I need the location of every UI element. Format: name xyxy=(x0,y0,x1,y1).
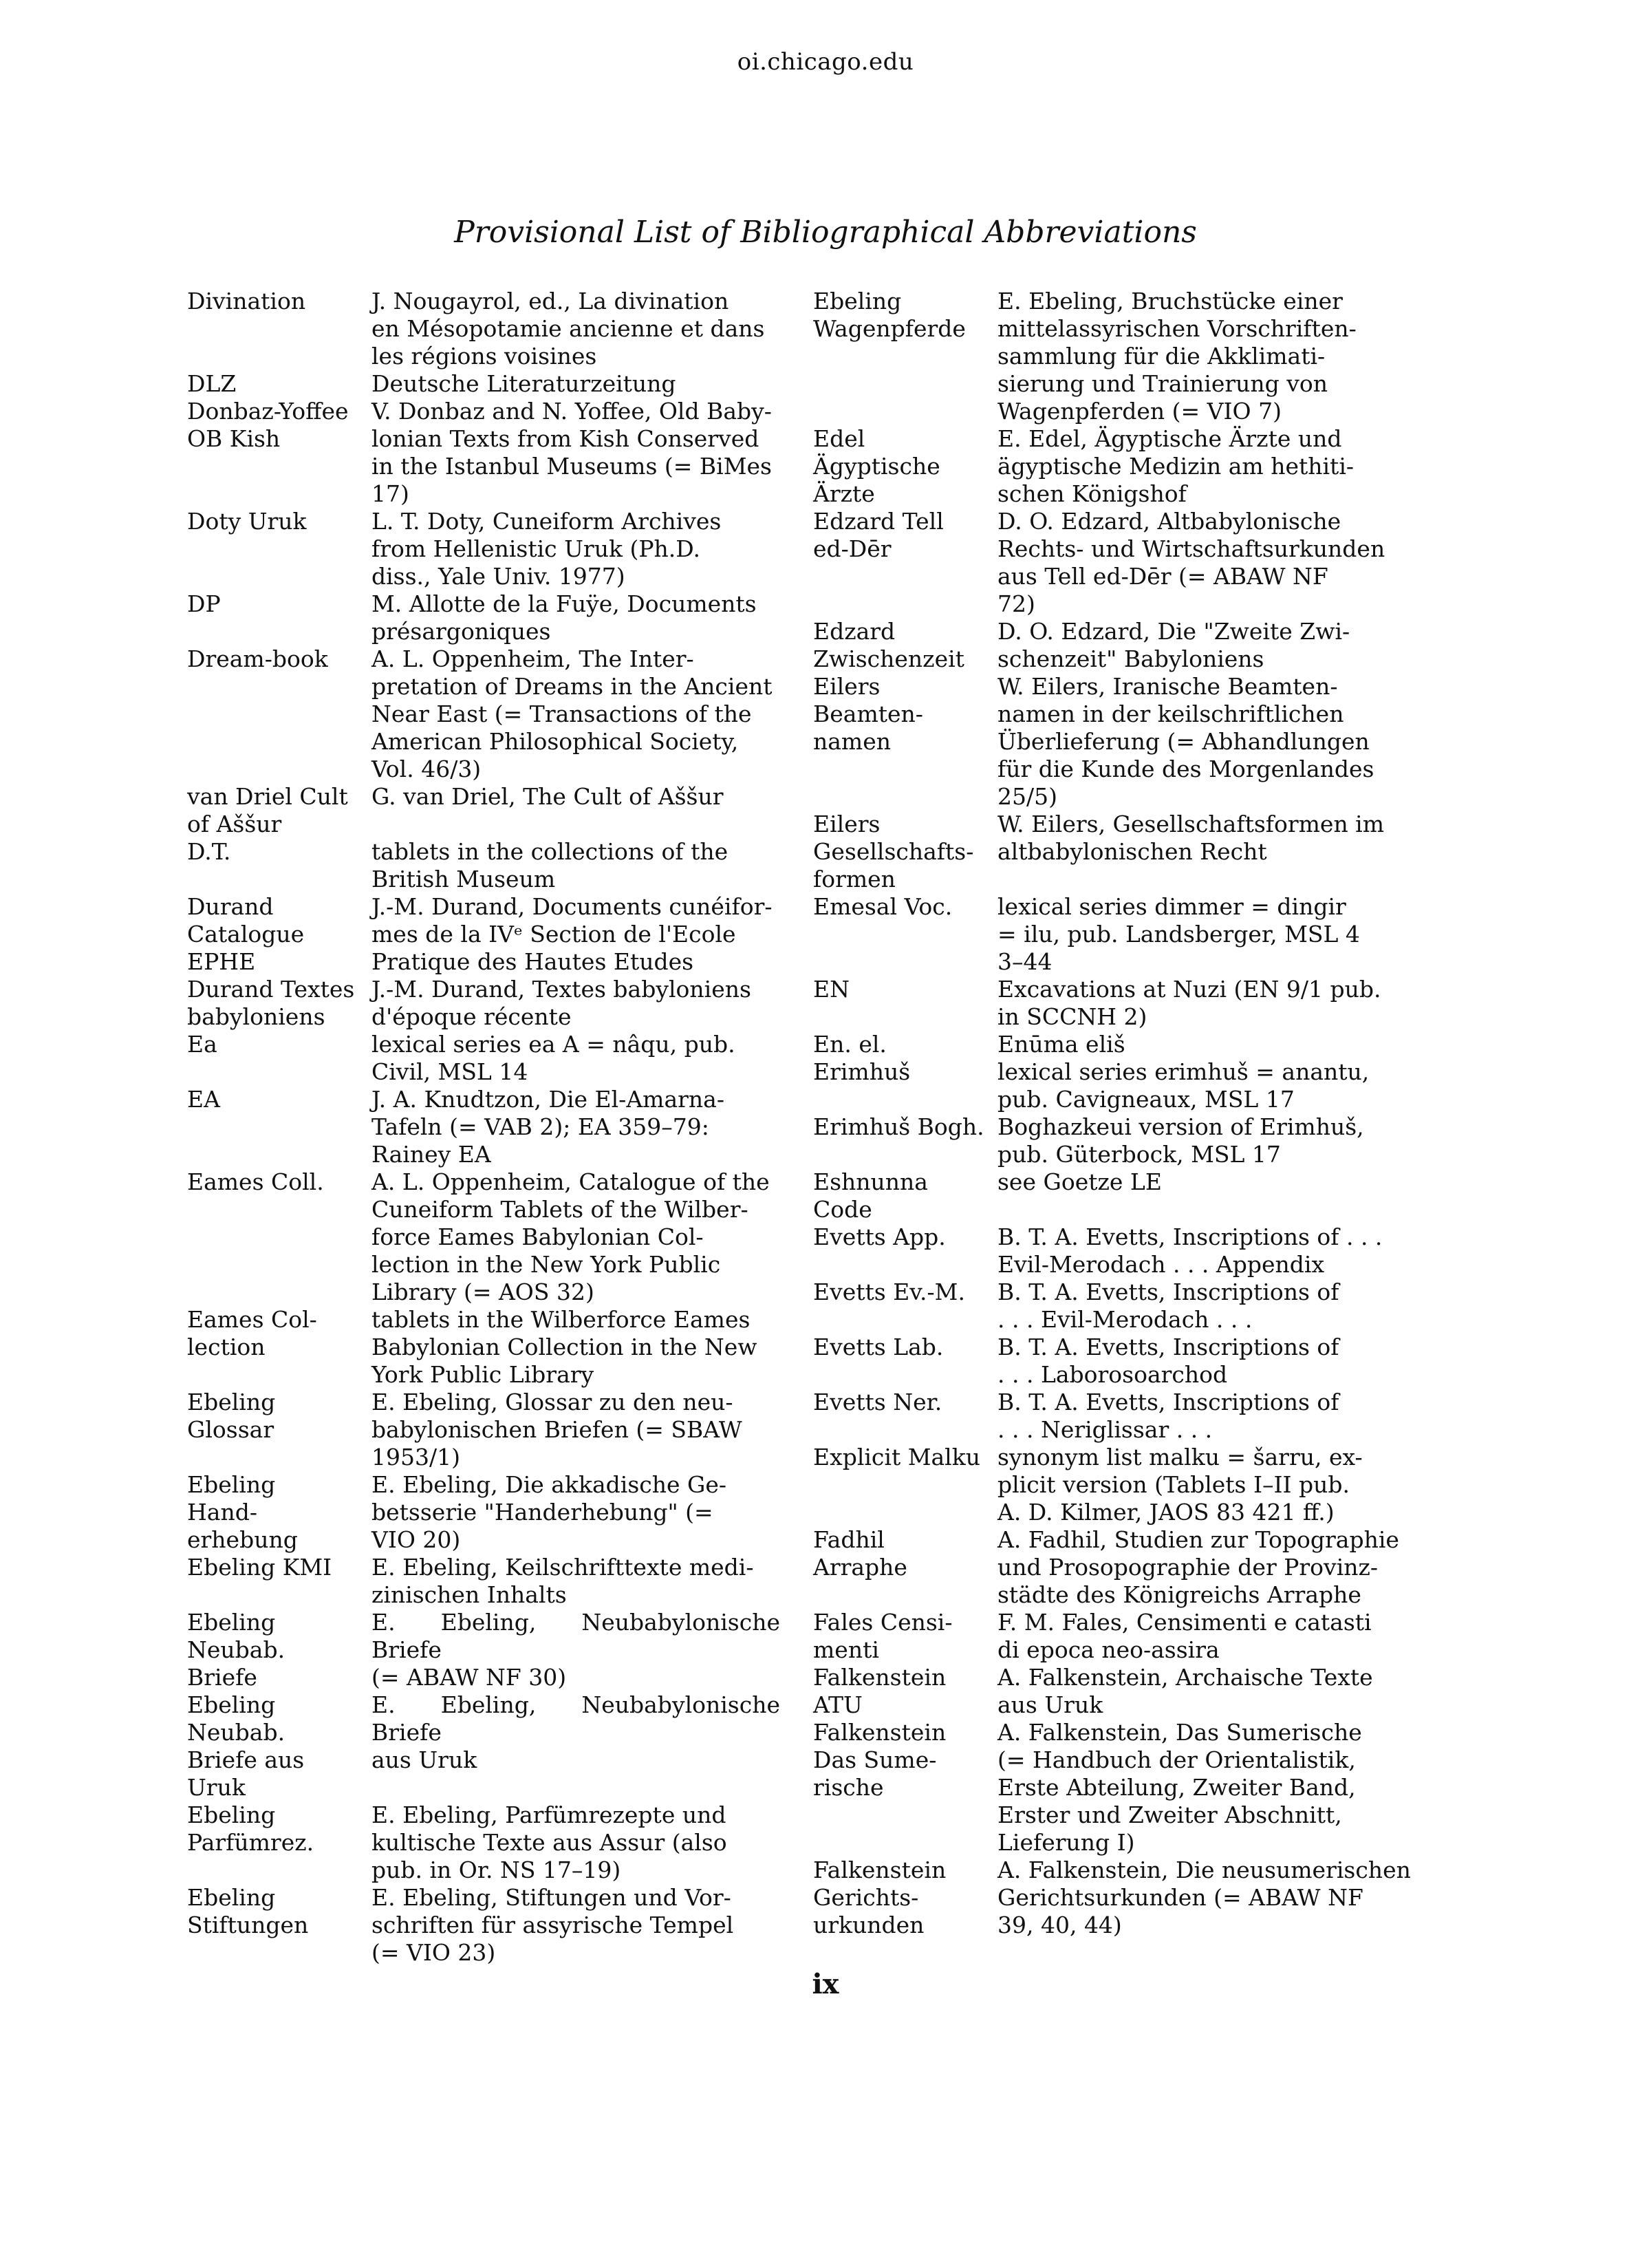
abbreviation-term: Emesal Voc. xyxy=(813,893,953,920)
abbreviation-entry xyxy=(813,893,1413,976)
abbreviation-term: Durand Catalogue EPHE xyxy=(187,893,305,975)
abbreviation-definition: A. Fadhil, Studien zur Topographie und Prosopographie der Provinz- städte des Königreichs Arraphe xyxy=(997,1526,1399,1608)
abbreviation-term: Doty Uruk xyxy=(187,508,307,535)
abbreviation-definition: lexical series dimmer = dingir = ilu, pub. Landsberger, MSL 4 3–44 xyxy=(997,893,1360,975)
abbreviation-definition: Enūma eliš xyxy=(997,1031,1125,1058)
abbreviation-entry xyxy=(187,1801,780,1884)
abbreviation-entry xyxy=(813,1279,1413,1334)
abbreviation-term: Erimhuš Bogh. xyxy=(813,1113,984,1140)
abbreviation-entry xyxy=(813,976,1413,1031)
abbreviation-term: Eames Coll. xyxy=(187,1168,324,1195)
abbreviation-entry xyxy=(813,811,1413,893)
abbreviation-entry xyxy=(813,1444,1413,1526)
abbreviation-term: DP xyxy=(187,590,221,617)
abbreviation-definition: F. M. Fales, Censimenti e catasti di epoca neo-assira xyxy=(997,1609,1372,1663)
abbreviation-term: Ebeling Neubab. Briefe aus Uruk xyxy=(187,1691,305,1801)
abbreviation-term: EA xyxy=(187,1086,220,1113)
abbreviation-entry xyxy=(187,1609,780,1691)
abbreviation-entry xyxy=(187,288,780,370)
abbreviation-entry xyxy=(187,838,780,893)
abbreviation-term: Edzard Zwischenzeit xyxy=(813,618,964,672)
abbreviation-term: Fadhil Arraphe xyxy=(813,1526,907,1581)
abbreviation-definition: Boghazkeui version of Erimhuš, pub. Güterbock, MSL 17 xyxy=(997,1113,1364,1168)
abbreviation-definition: B. T. A. Evetts, Inscriptions of . . . Evil-Merodach . . . xyxy=(997,1279,1339,1333)
abbreviation-entry xyxy=(813,1664,1413,1719)
abbreviation-entry xyxy=(813,425,1413,508)
page-title: Provisional List of Bibliographical Abbreviations xyxy=(454,215,1197,250)
abbreviation-definition: G. van Driel, The Cult of Aššur xyxy=(371,783,724,810)
abbreviation-definition: E. Ebeling, Die akkadische Ge- betsserie "Handerhebung" (= VIO 20) xyxy=(371,1471,727,1553)
abbreviation-definition: see Goetze LE xyxy=(997,1168,1162,1195)
abbreviation-entry xyxy=(187,1389,780,1471)
abbreviation-entry xyxy=(813,618,1413,673)
abbreviation-entry xyxy=(187,1884,780,1967)
abbreviation-definition: E. Ebeling, Stiftungen und Vor- schriften für assyrische Tempel (= VIO 23) xyxy=(371,1884,734,1966)
abbreviation-definition: W. Eilers, Gesellschaftsformen im altbabylonischen Recht xyxy=(997,811,1385,865)
abbreviation-definition: A. Falkenstein, Die neusumerischen Gerichtsurkunden (= ABAW NF 39, 40, 44) xyxy=(997,1857,1411,1938)
abbreviation-definition: J. A. Knudtzon, Die El-Amarna- Tafeln (= VAB 2); EA 359–79: Rainey EA xyxy=(371,1086,724,1168)
abbreviation-entry xyxy=(813,1168,1413,1223)
abbreviation-entry xyxy=(187,783,780,838)
abbreviation-term: Fales Censi- menti xyxy=(813,1609,953,1663)
abbreviation-term: Erimhuš xyxy=(813,1058,911,1085)
abbreviation-entry xyxy=(813,288,1413,425)
abbreviation-term: Divination xyxy=(187,288,306,314)
abbreviation-entry xyxy=(187,1691,780,1801)
right-column xyxy=(813,288,1413,1939)
abbreviation-term: Ebeling Wagenpferde xyxy=(813,288,966,342)
abbreviation-definition: A. L. Oppenheim, Catalogue of the Cuneiform Tablets of the Wilber- force Eames Babylonian Col- lection in the New York Public Library (= AOS 32) xyxy=(371,1168,770,1305)
abbreviation-term: Evetts Ner. xyxy=(813,1389,942,1415)
abbreviation-term: Ebeling Parfümrez. xyxy=(187,1801,314,1856)
abbreviation-definition: E. Ebeling, Parfümrezepte und kultische Texte aus Assur (also pub. in Or. NS 17–19) xyxy=(371,1801,727,1883)
abbreviation-definition: J. Nougayrol, ed., La divination en Mésopotamie ancienne et dans les régions voisines xyxy=(371,288,765,370)
abbreviation-definition: Excavations at Nuzi (EN 9/1 pub. in SCCNH 2) xyxy=(997,976,1381,1030)
abbreviation-term: Ea xyxy=(187,1031,217,1058)
abbreviation-term: Ebeling Neubab. Briefe xyxy=(187,1609,285,1691)
abbreviation-term: EN xyxy=(813,976,850,1003)
abbreviation-definition: A. Falkenstein, Das Sumerische (= Handbuch der Orientalistik, Erste Abteilung, Zweiter Band, Erster und Zweiter Abschnitt, Lieferung I) xyxy=(997,1719,1362,1856)
abbreviation-term: Evetts Ev.-M. xyxy=(813,1279,965,1305)
abbreviation-term: Eshnunna Code xyxy=(813,1168,928,1223)
abbreviation-entry xyxy=(187,1031,780,1086)
abbreviation-definition: A. Falkenstein, Archaische Texte aus Uruk xyxy=(997,1664,1373,1718)
abbreviation-entry xyxy=(187,893,780,976)
abbreviation-definition: M. Allotte de la Fuÿe, Documents présargoniques xyxy=(371,590,757,645)
abbreviation-definition: D. O. Edzard, Altbabylonische Rechts- und Wirtschaftsurkunden aus Tell ed-Dēr (= ABAW NF 72) xyxy=(997,508,1385,617)
page-header-source: oi.chicago.edu xyxy=(737,48,914,76)
abbreviation-term: Ebeling Stiftungen xyxy=(187,1884,309,1938)
abbreviation-definition: E. Ebeling, Keilschrifttexte medi- zinischen Inhalts xyxy=(371,1554,754,1608)
abbreviation-term: Donbaz-Yoffee OB Kish xyxy=(187,398,349,452)
abbreviation-definition: lexical series erimhuš = anantu, pub. Cavigneaux, MSL 17 xyxy=(997,1058,1370,1113)
abbreviation-entry xyxy=(187,398,780,508)
abbreviation-definition: D. O. Edzard, Die "Zweite Zwi- schenzeit" Babyloniens xyxy=(997,618,1350,672)
abbreviation-term: Ebeling Glossar xyxy=(187,1389,276,1443)
abbreviation-entry xyxy=(187,976,780,1031)
abbreviation-definition: B. T. A. Evetts, Inscriptions of . . . Neriglissar . . . xyxy=(997,1389,1339,1443)
abbreviation-entry xyxy=(187,1471,780,1554)
abbreviation-term: Eilers Gesellschafts- formen xyxy=(813,811,974,892)
page-number: ix xyxy=(812,1968,839,2000)
abbreviation-entry xyxy=(813,508,1413,618)
abbreviation-definition: L. T. Doty, Cuneiform Archives from Hellenistic Uruk (Ph.D. diss., Yale Univ. 1977) xyxy=(371,508,722,590)
abbreviation-term: Evetts App. xyxy=(813,1223,946,1250)
abbreviation-term: Eames Col- lection xyxy=(187,1306,317,1360)
abbreviation-definition: V. Donbaz and N. Yoffee, Old Baby- lonian Texts from Kish Conserved in the Istanbul Museums (= BiMes 17) xyxy=(371,398,772,507)
abbreviation-term: D.T. xyxy=(187,838,231,865)
abbreviation-entry xyxy=(813,1857,1413,1939)
abbreviation-definition: E. Ebeling, Bruchstücke einer mittelassyrischen Vorschriften- sammlung für die Akklimati- sierung und Trainierung von Wagenpferden (= VIO 7) xyxy=(997,288,1357,425)
abbreviation-entry xyxy=(813,1031,1413,1058)
abbreviation-entry xyxy=(813,1526,1413,1609)
abbreviation-term: En. el. xyxy=(813,1031,887,1058)
abbreviation-definition: B. T. A. Evetts, Inscriptions of . . . Laborosoarchod xyxy=(997,1334,1339,1388)
abbreviation-term: Explicit Malku xyxy=(813,1444,980,1470)
abbreviation-entry xyxy=(813,1719,1413,1857)
abbreviation-term: Edel Ägyptische Ärzte xyxy=(813,425,940,507)
abbreviation-entry xyxy=(187,1306,780,1389)
abbreviation-term: Ebeling Hand- erhebung xyxy=(187,1471,298,1553)
abbreviation-definition: A. L. Oppenheim, The Inter- pretation of Dreams in the Ancient Near East (= Transactions of the American Philosophical Society, Vol. 46/3) xyxy=(371,645,773,782)
abbreviation-entry xyxy=(813,1113,1413,1168)
abbreviation-definition: E. Ebeling, Neubabylonische Briefe (= ABAW NF 30) xyxy=(371,1609,780,1691)
abbreviation-entry xyxy=(187,370,780,398)
abbreviation-entry xyxy=(813,1334,1413,1389)
abbreviation-term: Durand Textes babyloniens xyxy=(187,976,355,1030)
abbreviation-definition: J.-M. Durand, Textes babyloniens d'époque récente xyxy=(371,976,751,1030)
abbreviation-term: Falkenstein Das Sume- rische xyxy=(813,1719,947,1801)
abbreviation-entry xyxy=(813,1223,1413,1279)
abbreviation-term: Falkenstein ATU xyxy=(813,1664,947,1718)
abbreviation-definition: E. Ebeling, Neubabylonische Briefe aus Uruk xyxy=(371,1691,780,1773)
abbreviation-term: Eilers Beamten- namen xyxy=(813,673,923,755)
left-column xyxy=(187,288,780,1967)
abbreviation-term: DLZ xyxy=(187,370,237,397)
abbreviation-definition: synonym list malku = šarru, ex- plicit version (Tablets I–II pub. A. D. Kilmer, JAOS 83 421 ff.) xyxy=(997,1444,1363,1526)
abbreviation-entry xyxy=(187,645,780,783)
abbreviation-entry xyxy=(813,1389,1413,1444)
abbreviation-term: Dream-book xyxy=(187,645,328,672)
abbreviation-entry xyxy=(187,590,780,645)
abbreviation-entry xyxy=(813,1609,1413,1664)
abbreviation-definition: tablets in the collections of the British Museum xyxy=(371,838,729,892)
abbreviation-definition: J.-M. Durand, Documents cunéifor- mes de la IVᵉ Section de l'Ecole Pratique des Hautes Etudes xyxy=(371,893,773,975)
abbreviation-entry xyxy=(187,1168,780,1306)
abbreviation-term: Edzard Tell ed-Dēr xyxy=(813,508,944,562)
abbreviation-definition: B. T. A. Evetts, Inscriptions of . . . Evil-Merodach . . . Appendix xyxy=(997,1223,1383,1278)
abbreviation-entry xyxy=(187,1554,780,1609)
abbreviation-entry xyxy=(813,1058,1413,1113)
abbreviation-definition: E. Ebeling, Glossar zu den neu- babylonischen Briefen (= SBAW 1953/1) xyxy=(371,1389,742,1470)
abbreviation-definition: E. Edel, Ägyptische Ärzte und ägyptische Medizin am hethiti- schen Königshof xyxy=(997,425,1355,507)
abbreviation-term: van Driel Cult of Aššur xyxy=(187,783,348,837)
abbreviation-definition: Deutsche Literaturzeitung xyxy=(371,370,676,397)
abbreviation-definition: tablets in the Wilberforce Eames Babylonian Collection in the New York Public Library xyxy=(371,1306,757,1388)
abbreviation-entry xyxy=(187,1086,780,1168)
abbreviation-term: Evetts Lab. xyxy=(813,1334,944,1360)
abbreviation-term: Ebeling KMI xyxy=(187,1554,332,1581)
abbreviation-definition: W. Eilers, Iranische Beamten- namen in der keilschriftlichen Überlieferung (= Abhandlungen für die Kunde des Morgenlandes 25/5) xyxy=(997,673,1374,810)
abbreviation-entry xyxy=(813,673,1413,811)
abbreviation-entry xyxy=(187,508,780,590)
abbreviation-definition: lexical series ea A = nâqu, pub. Civil, MSL 14 xyxy=(371,1031,735,1085)
abbreviation-term: Falkenstein Gerichts- urkunden xyxy=(813,1857,947,1938)
